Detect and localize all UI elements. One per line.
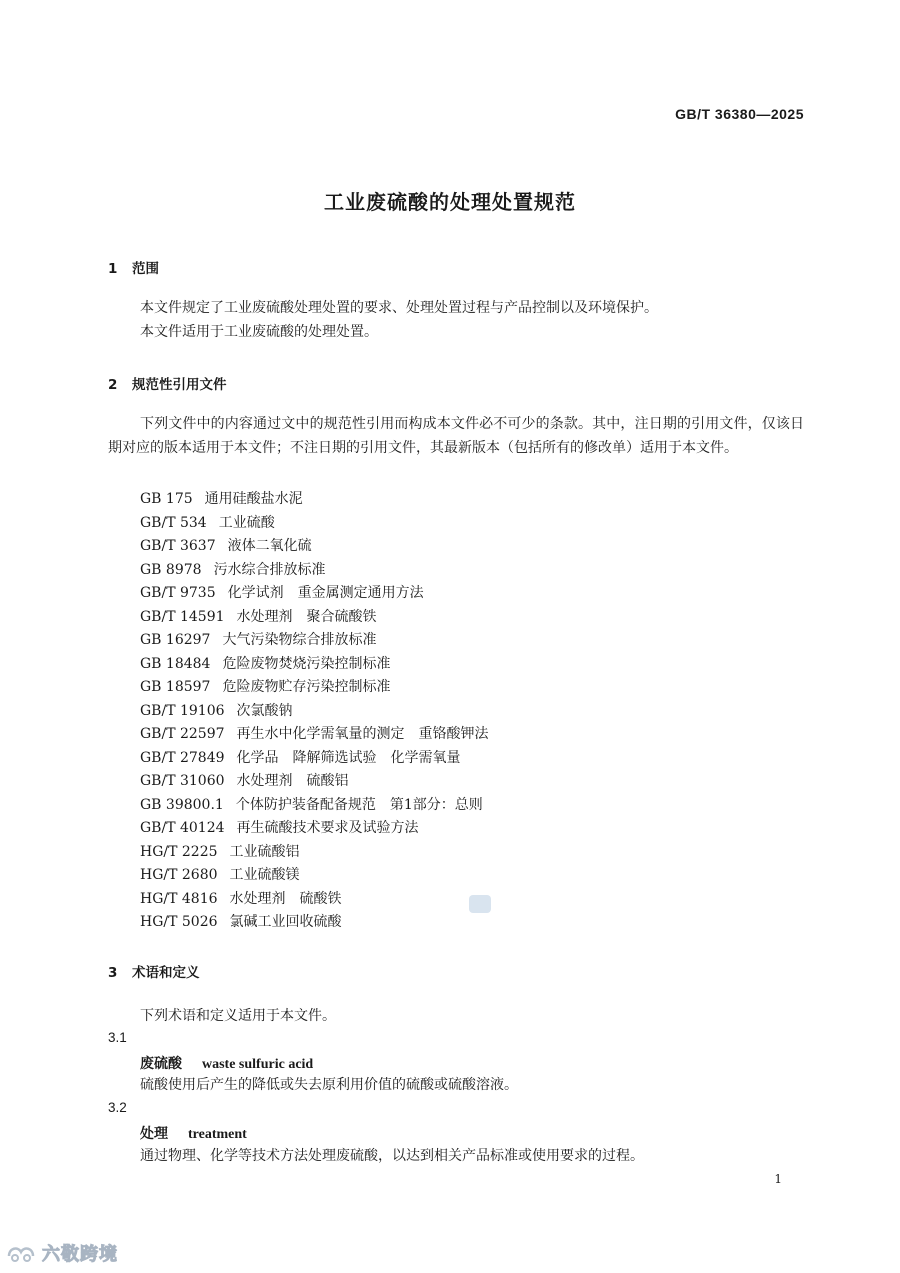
reference-code: GB/T 22597	[140, 726, 225, 742]
reference-title: 通用硅酸盐水泥	[204, 491, 303, 507]
reference-title: 氯碱工业回收硫酸	[229, 914, 342, 930]
reference-title: 危险废物焚烧污染控制标准	[222, 655, 391, 672]
term-name-zh: 处理	[140, 1126, 168, 1142]
reference-code: HG/T 2680	[140, 867, 218, 883]
reference-title: 水处理剂 聚合硫酸铁	[236, 608, 377, 625]
standard-code: GB/T 36380—2025	[675, 106, 804, 122]
reference-code: GB/T 9735	[140, 585, 216, 601]
section-number: 3	[108, 965, 118, 981]
list-item	[140, 747, 489, 771]
reference-title: 工业硫酸镁	[229, 867, 300, 883]
reference-code: HG/T 5026	[140, 914, 218, 930]
reference-title: 污水综合排放标准	[213, 561, 326, 578]
reference-code: GB/T 3637	[140, 538, 216, 554]
reference-code: GB/T 14591	[140, 608, 225, 625]
section-heading-normative-references	[108, 373, 227, 393]
list-item	[140, 841, 489, 865]
list-item	[140, 888, 489, 912]
section-title: 术语和定义	[132, 965, 200, 981]
reference-list	[140, 488, 489, 935]
list-item	[140, 700, 489, 724]
reference-code: GB/T 31060	[140, 773, 225, 789]
reference-code: GB/T 27849	[140, 749, 225, 766]
term-name-en: treatment	[188, 1127, 247, 1142]
reference-code: GB/T 19106	[140, 702, 225, 719]
reference-title: 个体防护装备配备规范 第1部分：总则	[235, 796, 483, 813]
term-name	[140, 1053, 313, 1073]
reference-title: 水处理剂 硫酸铁	[229, 890, 342, 907]
watermark	[6, 1240, 118, 1266]
list-item	[140, 676, 489, 700]
term-name	[140, 1123, 247, 1143]
list-item	[140, 653, 489, 677]
list-item	[140, 723, 489, 747]
reference-title: 水处理剂 硫酸铝	[236, 773, 349, 789]
reference-code: GB 39800.1	[140, 796, 224, 813]
section-heading-terms-and-definitions	[108, 961, 200, 981]
term-name-en: waste sulfuric acid	[202, 1057, 314, 1072]
reference-title: 工业硫酸铝	[229, 843, 300, 860]
section-title: 范围	[132, 261, 159, 277]
list-item	[140, 606, 489, 630]
section-number: 2	[108, 377, 118, 393]
list-item	[140, 770, 489, 794]
list-item	[140, 488, 489, 512]
list-item	[140, 817, 489, 841]
reference-title: 大气污染物综合排放标准	[222, 632, 377, 648]
reference-code: GB 18484	[140, 655, 211, 672]
list-item	[140, 629, 489, 653]
reference-code: GB/T 534	[140, 514, 207, 531]
reference-code: GB 8978	[140, 561, 202, 578]
reference-code: GB 16297	[140, 632, 211, 648]
list-item	[140, 864, 489, 888]
reference-title: 危险废物贮存污染控制标准	[222, 679, 391, 695]
references-intro: 下列文件中的内容通过文中的规范性引用而构成本文件必不可少的条款。其中，注日期的引用文件，仅该日期对应的版本适用于本文件；不注日期的引用文件，其最新版本（包括所有的修改单）适用于本文件。	[108, 416, 804, 456]
list-item	[140, 512, 489, 536]
terms-intro: 下列术语和定义适用于本文件。	[140, 1008, 336, 1024]
paragraph: 本文件适用于工业废硫酸的处理处置。	[140, 324, 378, 340]
section-number: 1	[108, 261, 118, 277]
reference-code: GB 18597	[140, 679, 211, 695]
paragraph: 本文件规定了工业废硫酸处理处置的要求、处理处置过程与产品控制以及环境保护。	[140, 300, 658, 316]
term-definition: 通过物理、化学等技术方法处理废硫酸，以达到相关产品标准或使用要求的过程。	[140, 1148, 644, 1164]
list-item	[140, 535, 489, 559]
section-heading-scope	[108, 257, 159, 277]
list-item	[140, 794, 489, 818]
reference-code: GB/T 40124	[140, 820, 225, 836]
reference-title: 工业硫酸	[218, 514, 275, 531]
list-item	[140, 559, 489, 583]
section-title: 规范性引用文件	[132, 377, 227, 393]
page-title: 工业废硫酸的处理处置规范	[324, 190, 576, 214]
list-item	[140, 582, 489, 606]
reference-title: 液体二氧化硫	[227, 538, 312, 554]
term-name-zh: 废硫酸	[140, 1056, 182, 1072]
term-number: 3.1	[108, 1030, 127, 1045]
watermark-logo-icon	[6, 1242, 36, 1264]
term-definition: 硫酸使用后产生的降低或失去原利用价值的硫酸或硫酸溶液。	[140, 1077, 518, 1093]
reference-code: HG/T 2225	[140, 843, 218, 860]
reference-title: 再生硫酸技术要求及试验方法	[236, 820, 419, 836]
page-number: 1	[774, 1172, 782, 1186]
watermark-badge-icon	[469, 895, 491, 913]
reference-code: HG/T 4816	[140, 890, 218, 907]
term-number: 3.2	[108, 1100, 127, 1115]
reference-title: 化学品 降解筛选试验 化学需氧量	[236, 749, 461, 766]
list-item	[140, 911, 489, 935]
reference-title: 化学试剂 重金属测定通用方法	[227, 585, 424, 601]
reference-title: 次氯酸钠	[236, 702, 293, 719]
reference-code: GB 175	[140, 491, 193, 507]
reference-title: 再生水中化学需氧量的测定 重铬酸钾法	[236, 726, 489, 742]
watermark-text: 六敬跨境	[42, 1244, 118, 1265]
